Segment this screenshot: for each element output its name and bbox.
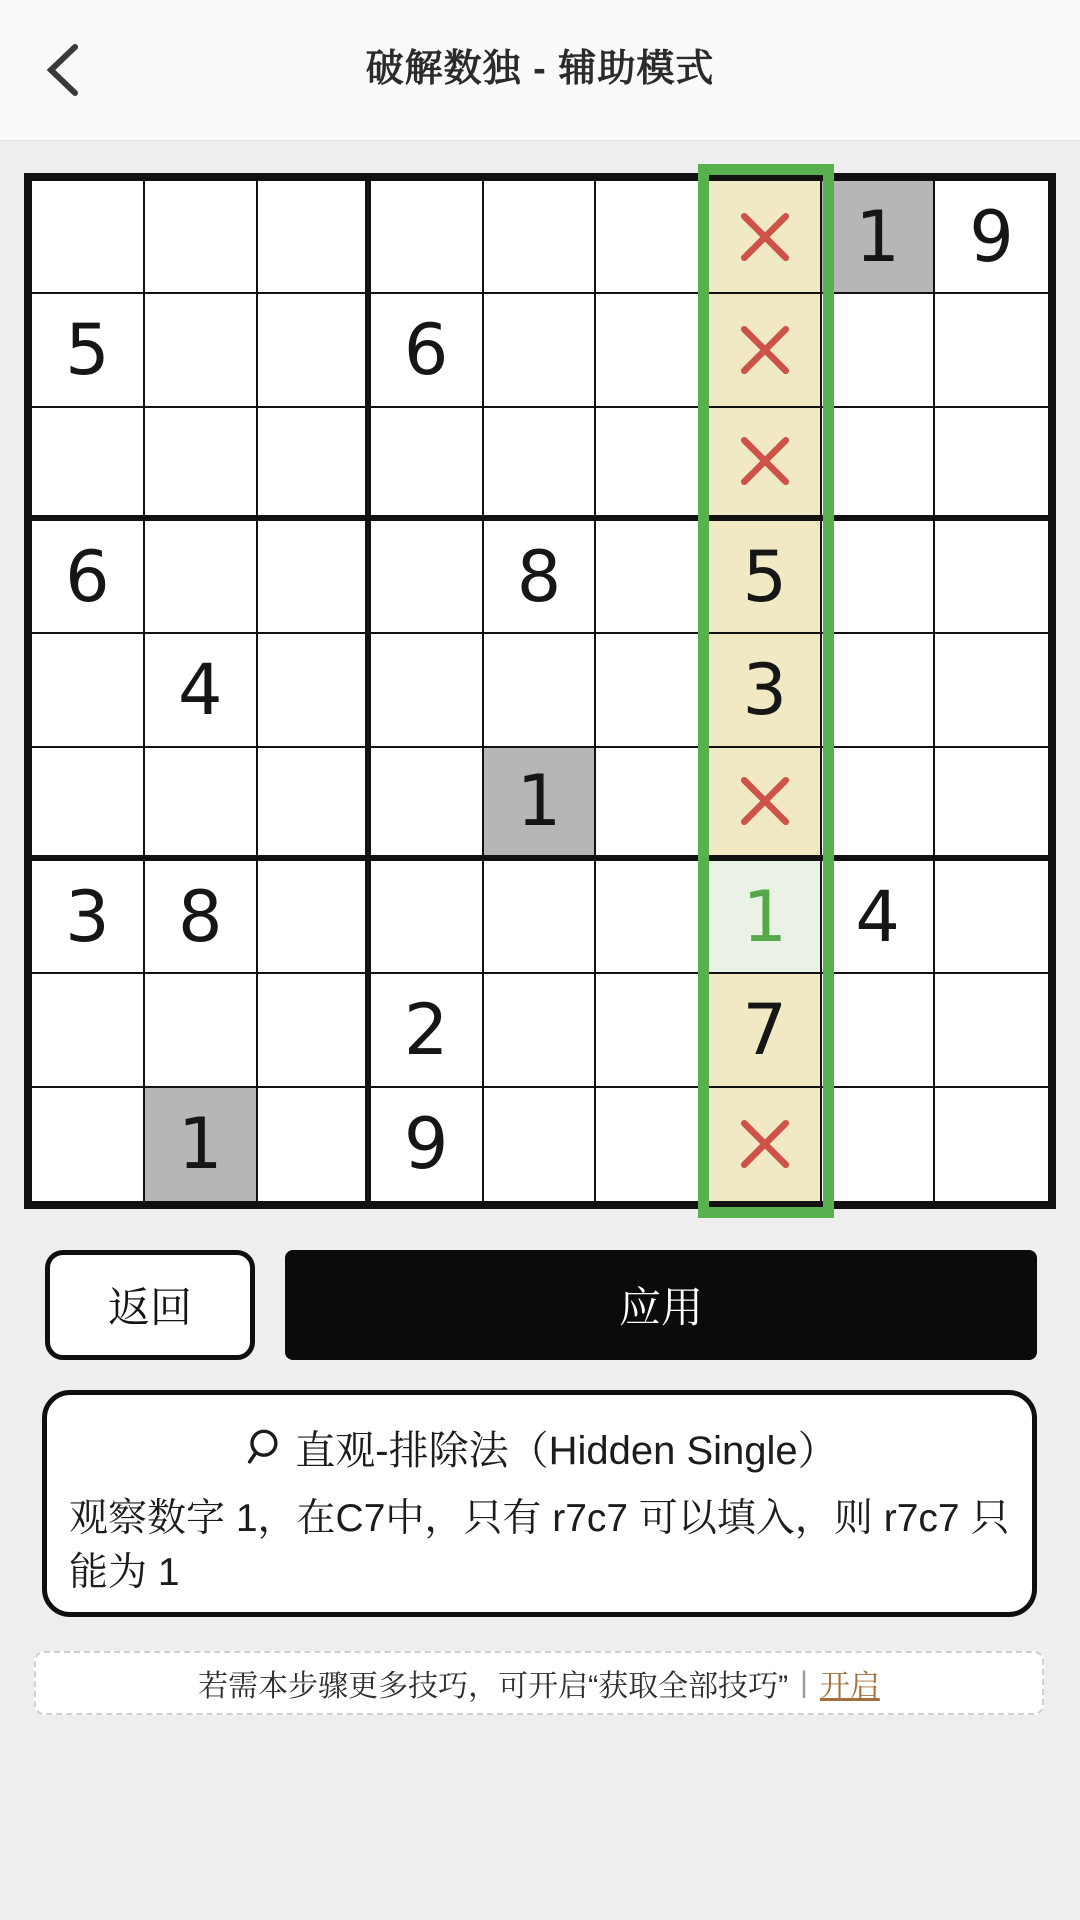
cell-r5c6[interactable] — [596, 634, 709, 747]
cell-r1c4[interactable] — [371, 181, 484, 294]
cell-r6c1[interactable] — [32, 748, 145, 861]
cell-r3c8[interactable] — [822, 408, 935, 521]
cell-r4c4[interactable] — [371, 521, 484, 634]
cell-r7c4[interactable] — [371, 861, 484, 974]
cell-r2c9[interactable] — [935, 294, 1048, 407]
cell-r2c5[interactable] — [484, 294, 597, 407]
cell-r3c1[interactable] — [32, 408, 145, 521]
cell-r1c6[interactable] — [596, 181, 709, 294]
elimination-x-icon — [732, 317, 798, 383]
cell-r7c3[interactable] — [258, 861, 371, 974]
cell-r9c6[interactable] — [596, 1088, 709, 1201]
cell-r4c3[interactable] — [258, 521, 371, 634]
cell-r2c8[interactable] — [822, 294, 935, 407]
cell-r9c4[interactable]: 9 — [371, 1088, 484, 1201]
elimination-x-icon — [732, 768, 798, 834]
technique-name: 直观-排除法（Hidden Single） — [295, 1429, 838, 1473]
cell-r7c6[interactable] — [596, 861, 709, 974]
enable-all-techniques-link[interactable]: 开启 — [819, 1670, 880, 1703]
cell-r1c2[interactable] — [145, 181, 258, 294]
cell-r5c8[interactable] — [822, 634, 935, 747]
elimination-x-icon — [732, 1111, 798, 1177]
cell-r2c2[interactable] — [145, 294, 258, 407]
cell-r3c2[interactable] — [145, 408, 258, 521]
cell-r5c4[interactable] — [371, 634, 484, 747]
cell-r6c3[interactable] — [258, 748, 371, 861]
cell-r4c5[interactable]: 8 — [484, 521, 597, 634]
cell-r7c8[interactable]: 4 — [822, 861, 935, 974]
cell-r2c6[interactable] — [596, 294, 709, 407]
cell-r4c6[interactable] — [596, 521, 709, 634]
cell-r9c2[interactable]: 1 — [145, 1088, 258, 1201]
cell-r3c9[interactable] — [935, 408, 1048, 521]
cell-r7c9[interactable] — [935, 861, 1048, 974]
cell-r6c9[interactable] — [935, 748, 1048, 861]
page-title: 破解数独 - 辅助模式 — [365, 47, 715, 90]
cell-r5c9[interactable] — [935, 634, 1048, 747]
cell-r9c8[interactable] — [822, 1088, 935, 1201]
cell-r1c8[interactable]: 1 — [822, 181, 935, 294]
cell-r5c1[interactable] — [32, 634, 145, 747]
cell-r8c2[interactable] — [145, 974, 258, 1087]
cell-r3c4[interactable] — [371, 408, 484, 521]
cell-r7c7[interactable]: 1 — [709, 861, 822, 974]
cell-r6c4[interactable] — [371, 748, 484, 861]
cell-r6c2[interactable] — [145, 748, 258, 861]
cell-r8c3[interactable] — [258, 974, 371, 1087]
cell-r7c1[interactable]: 3 — [32, 861, 145, 974]
apply-button[interactable]: 应用 — [285, 1250, 1037, 1360]
cell-r1c1[interactable] — [32, 181, 145, 294]
cell-r4c1[interactable]: 6 — [32, 521, 145, 634]
hint-title — [69, 1419, 1010, 1476]
cell-r3c6[interactable] — [596, 408, 709, 521]
footer-tip-separator: | — [800, 1666, 808, 1699]
return-button[interactable]: 返回 — [45, 1250, 255, 1360]
cell-r7c2[interactable]: 8 — [145, 861, 258, 974]
cell-r5c7[interactable]: 3 — [709, 634, 822, 747]
hint-description: 观察数字 1，在C7中，只有 r7c7 可以填入，则 r7c7 只能为 1 — [69, 1497, 1010, 1594]
footer-tip-text: 若需本步骤更多技巧，可开启“获取全部技巧” — [198, 1670, 789, 1703]
cell-r8c4[interactable]: 2 — [371, 974, 484, 1087]
cell-r9c7[interactable] — [709, 1088, 822, 1201]
cell-r4c7[interactable]: 5 — [709, 521, 822, 634]
cell-r9c1[interactable] — [32, 1088, 145, 1201]
elimination-x-icon — [732, 428, 798, 494]
cell-r2c7[interactable] — [709, 294, 822, 407]
cell-r9c3[interactable] — [258, 1088, 371, 1201]
cell-r2c1[interactable]: 5 — [32, 294, 145, 407]
cell-r6c8[interactable] — [822, 748, 935, 861]
footer-tip — [34, 1651, 1044, 1715]
elimination-x-icon — [732, 204, 798, 270]
cell-r8c7[interactable]: 7 — [709, 974, 822, 1087]
cell-r5c3[interactable] — [258, 634, 371, 747]
cell-r1c3[interactable] — [258, 181, 371, 294]
cell-r9c9[interactable] — [935, 1088, 1048, 1201]
cell-r3c5[interactable] — [484, 408, 597, 521]
sudoku-board — [24, 173, 1056, 1209]
cell-r8c5[interactable] — [484, 974, 597, 1087]
cell-r4c9[interactable] — [935, 521, 1048, 634]
cell-r2c3[interactable] — [258, 294, 371, 407]
cell-r9c5[interactable] — [484, 1088, 597, 1201]
cell-r6c6[interactable] — [596, 748, 709, 861]
cell-r5c5[interactable] — [484, 634, 597, 747]
cell-r3c7[interactable] — [709, 408, 822, 521]
magnifier-icon — [241, 1426, 283, 1470]
cell-r8c6[interactable] — [596, 974, 709, 1087]
cell-r8c1[interactable] — [32, 974, 145, 1087]
cell-r4c8[interactable] — [822, 521, 935, 634]
cell-r8c9[interactable] — [935, 974, 1048, 1087]
hint-card — [42, 1390, 1037, 1617]
cell-r1c7[interactable] — [709, 181, 822, 294]
cell-r4c2[interactable] — [145, 521, 258, 634]
cell-r1c5[interactable] — [484, 181, 597, 294]
cell-r1c9[interactable]: 9 — [935, 181, 1048, 294]
sudoku-grid — [24, 173, 1056, 1209]
cell-r5c2[interactable]: 4 — [145, 634, 258, 747]
cell-r2c4[interactable]: 6 — [371, 294, 484, 407]
cell-r8c8[interactable] — [822, 974, 935, 1087]
cell-r7c5[interactable] — [484, 861, 597, 974]
cell-r6c7[interactable] — [709, 748, 822, 861]
cell-r6c5[interactable]: 1 — [484, 748, 597, 861]
app-header — [0, 0, 1080, 141]
cell-r3c3[interactable] — [258, 408, 371, 521]
